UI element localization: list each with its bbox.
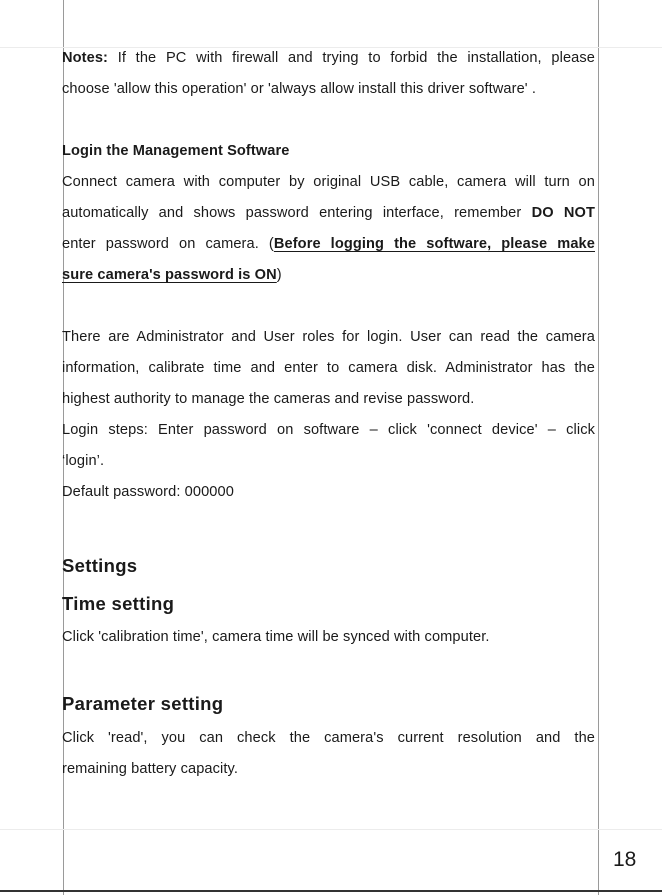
settings-heading: Settings (62, 555, 138, 576)
login-p1-line-3 (62, 235, 595, 253)
warning-emphasis-1: Before logging the software, please make (273, 236, 595, 252)
open-paren: ( (268, 236, 274, 252)
close-paren: ) (276, 267, 282, 283)
login-heading: Login the Management Software (62, 143, 290, 159)
login-p1-line-1: Connect camera with computer by original USB cable, camera will turn on (62, 174, 595, 190)
login-p2-line-3: highest authority to manage the cameras and revise password. (62, 391, 475, 407)
bottom-rule (0, 890, 662, 892)
notes-text-1: If the PC with firewall and trying to forbid the installation, please (108, 50, 595, 66)
top-guide (0, 47, 662, 48)
default-password: Default password: 000000 (62, 484, 234, 500)
notes-label: Notes: (62, 50, 109, 66)
login-p2-line-1: There are Administrator and User roles for login. User can read the camera (62, 329, 595, 345)
right-margin-guide (598, 0, 599, 895)
login-p1-line-3-text: enter password on camera. (62, 236, 269, 252)
parameter-setting-heading: Parameter setting (62, 693, 224, 714)
parameter-line-1: Click 'read', you can check the camera's current resolution and the (62, 730, 595, 746)
login-p1-line-2 (62, 204, 595, 222)
parameter-line-2: remaining battery capacity. (62, 761, 239, 777)
login-p1-line-2-text: automatically and shows password entering interface, remember (62, 205, 532, 221)
login-p2-line-2: information, calibrate time and enter to camera disk. Administrator has the (62, 360, 595, 376)
warning-emphasis-2: sure camera's password is ON (62, 267, 277, 283)
login-p3-line-2: ‘login’. (62, 453, 105, 469)
page-number: 18 (613, 848, 637, 871)
lower-guide (0, 829, 662, 830)
notes-line-1 (62, 49, 595, 67)
do-not-emphasis: DO NOT (531, 205, 595, 221)
notes-line-2: choose 'allow this operation' or 'always allow install this driver software' . (62, 81, 536, 97)
time-setting-text: Click 'calibration time', camera time will be synced with computer. (62, 629, 490, 645)
login-p1-line-4 (62, 266, 595, 284)
time-setting-heading: Time setting (62, 593, 175, 614)
login-p3-line-1: Login steps: Enter password on software – click 'connect device' – click (62, 422, 595, 438)
